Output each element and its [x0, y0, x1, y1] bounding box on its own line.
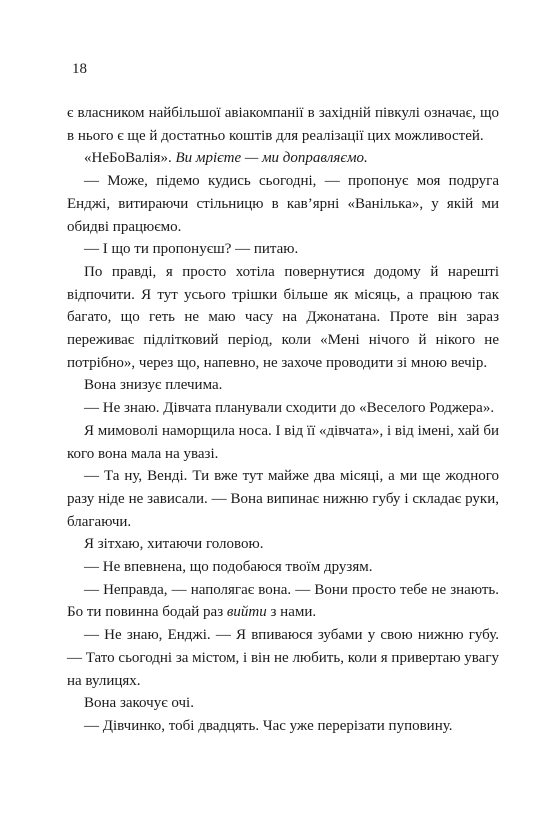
- text-segment: Я мимоволі наморщила носа. І від її «дівчата», і від імені, хай би кого вона мала на увазі.: [67, 422, 499, 462]
- text-segment: Вона закочує очі.: [84, 695, 194, 712]
- paragraph: [67, 579, 499, 624]
- paragraph: [67, 238, 499, 261]
- paragraph: [67, 102, 499, 147]
- text-segment: — Неправда, — наполягає вона. — Вони просто тебе не знають. Бо ти повинна бодай раз: [67, 581, 499, 621]
- body-text: [67, 102, 499, 738]
- text-segment: — Та ну, Венді. Ти вже тут майже два місяці, а ми ще жодного разу ніде не зависали. — Вона випинає нижню губу і складає руки, благаючи.: [67, 468, 499, 530]
- paragraph: [67, 556, 499, 579]
- text-segment: з нами.: [266, 604, 317, 621]
- text-segment: — І що ти пропонуєш? — питаю.: [84, 241, 299, 258]
- page-number: 18: [72, 61, 87, 77]
- paragraph: [67, 715, 499, 738]
- paragraph: [67, 261, 499, 375]
- paragraph: [67, 420, 499, 465]
- paragraph: [67, 692, 499, 715]
- text-segment: — Не знаю, Енджі. — Я впиваюся зубами у свою нижню губу. — Тато сьогодні за містом, і він не любить, коли я привертаю увагу на вулицях.: [67, 627, 499, 689]
- text-segment: По правді, я просто хотіла повернутися додому й нарешті відпочити. Я тут усього трішки більше як місяць, а працюю так багато, що геть не маю часу на Джонатана. Проте він зараз переживає підлітковий період, коли «Мені нічого й нікого не потрібно», через що, напевно, не захоче проводити зі мною вечір.: [67, 263, 499, 371]
- paragraph: [67, 397, 499, 420]
- text-segment: — Може, підемо кудись сьогодні, — пропонує моя подруга Енджі, витираючи стільницю в кав’ярні «Ванілька», у якій ми обидві працюємо.: [67, 173, 499, 235]
- text-segment: — Дівчинко, тобі двадцять. Час уже перерізати пуповину.: [84, 717, 453, 734]
- paragraph: [67, 624, 499, 692]
- text-segment: Вона знизує плечима.: [84, 377, 223, 394]
- paragraph: [67, 147, 499, 170]
- text-segment: Я зітхаю, хитаючи головою.: [84, 536, 264, 553]
- paragraph: [67, 465, 499, 533]
- paragraph: [67, 374, 499, 397]
- paragraph: [67, 533, 499, 556]
- paragraph: [67, 170, 499, 238]
- text-segment: «НеБоВалія».: [84, 150, 176, 167]
- text-segment: — Не знаю. Дівчата планували сходити до «Веселого Роджера».: [84, 400, 495, 417]
- italic-text: вийти: [226, 604, 267, 621]
- text-segment: є власником найбільшої авіакомпанії в західній півкулі означає, що в нього є ще й достатньо коштів для реалізації цих можливостей.: [67, 105, 499, 144]
- text-segment: — Не впевнена, що подобаюся твоїм друзям.: [84, 559, 373, 576]
- italic-text: Ви мрієте — ми доправляємо.: [175, 150, 368, 167]
